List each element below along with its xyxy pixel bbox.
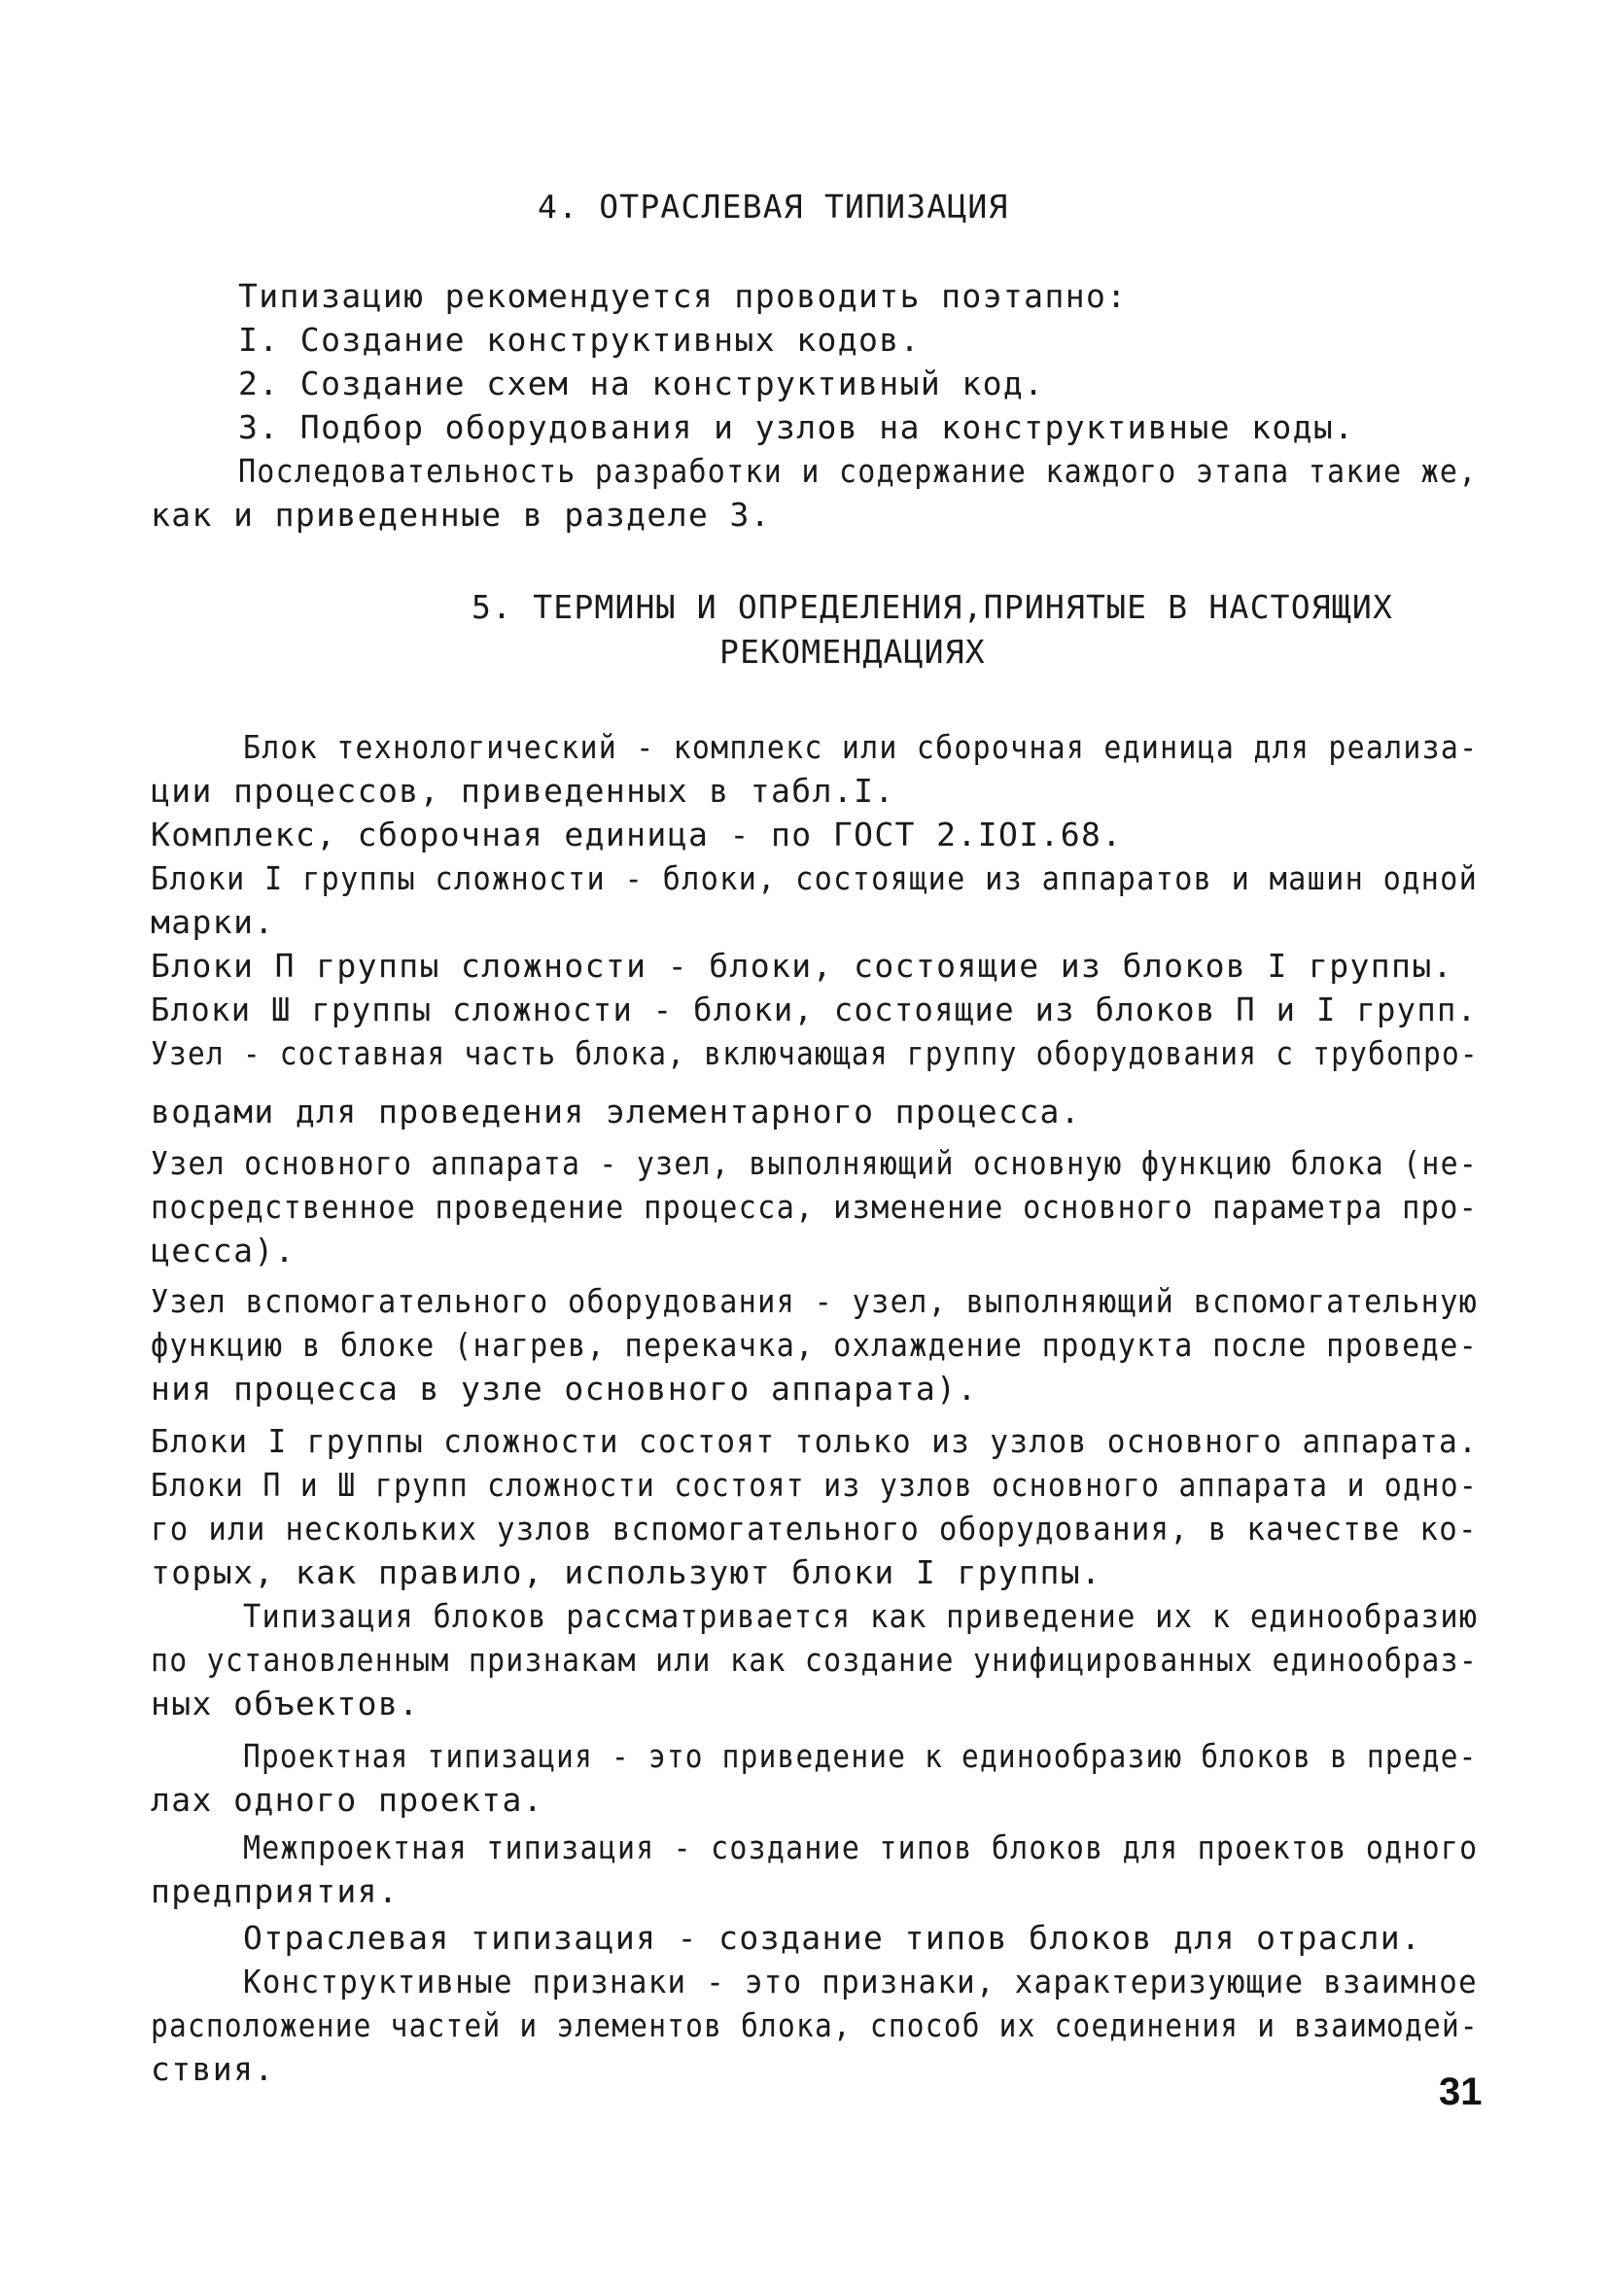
definition-line: Отраслевая типизация - создание типов блоков для отрасли. <box>243 1919 1422 1957</box>
section-5-heading-cont: РЕКОМЕНДАЦИЯХ <box>719 633 986 671</box>
definition-line: Узел вспомогательного оборудования - узел, выполняющий вспомогательную <box>151 1282 1479 1320</box>
definition-line: Межпроектная типизация - создание типов блоков для проектов одного <box>243 1828 1479 1866</box>
section-4-line: Последовательность разработки и содержание каждого этапа такие же, <box>238 452 1478 490</box>
section-4-line: Типизацию рекомендуется проводить поэтапно: <box>238 277 1128 315</box>
definition-line: го или нескольких узлов вспомогательного оборудования, в качестве ко- <box>151 1510 1478 1548</box>
definition-line: Блоки П и Ш групп сложности состоят из узлов основного аппарата и одно- <box>151 1466 1479 1504</box>
definition-line: предприятия. <box>151 1872 400 1910</box>
definition-line: по установленным признакам или как создание унифицированных единообраз- <box>151 1641 1479 1679</box>
section-4-heading: 4. ОТРАСЛЕВАЯ ТИПИЗАЦИЯ <box>538 188 1009 226</box>
definition-line: Комплекс, сборочная единица - по ГОСТ 2.IOI.68. <box>151 816 1123 853</box>
definition-line: лах одного проекта. <box>151 1781 544 1819</box>
definition-line: Блоки I группы сложности - блоки, состоящие из аппаратов и машин одной <box>151 859 1479 897</box>
section-4-line: как и приведенные в разделе 3. <box>151 496 772 534</box>
definition-line: ных объектов. <box>151 1685 420 1722</box>
section-4-line: 3. Подбор оборудования и узлов на конструктивные коды. <box>238 408 1355 446</box>
definition-line: Блок технологический - комплекс или сборочная единица для реализа- <box>243 728 1479 766</box>
definition-line: Узел - составная часть блока, включающая группу оборудования с трубопро- <box>151 1034 1479 1072</box>
definition-line: Блоки Ш группы сложности - блоки, состоящие из блоков П и I групп. <box>151 991 1478 1028</box>
section-5-heading: 5. ТЕРМИНЫ И ОПРЕДЕЛЕНИЯ,ПРИНЯТЫЕ В НАСТОЯЩИХ <box>472 588 1394 626</box>
definition-line: Блоки П группы сложности - блоки, состоящие из блоков I группы. <box>151 947 1453 985</box>
definition-line: Конструктивные признаки - это признаки, характеризующие взаимное <box>243 1963 1478 2000</box>
definition-line: торых, как правило, используют блоки I группы. <box>151 1553 1102 1591</box>
definition-line: Блоки I группы сложности состоят только из узлов основного аппарата. <box>151 1422 1479 1460</box>
definition-line: функцию в блоке (нагрев, перекачка, охлаждение продукта после проведе- <box>151 1326 1479 1364</box>
definition-line: ции процессов, приведенных в табл.I. <box>151 772 895 810</box>
definition-line: ствия. <box>151 2050 275 2088</box>
definition-line: посредственное проведение процесса, изменение основного параметра про- <box>151 1188 1479 1226</box>
section-4-line: 2. Создание схем на конструктивный код. <box>238 365 1045 402</box>
page-number: 31 <box>1439 2070 1483 2113</box>
definition-line: ния процесса в узле основного аппарата). <box>151 1370 978 1408</box>
definition-line: Типизация блоков рассматривается как приведение их к единообразию <box>243 1597 1479 1635</box>
definition-line: Узел основного аппарата - узел, выполняющий основную функцию блока (не- <box>151 1144 1479 1182</box>
definition-line: марки. <box>151 903 275 941</box>
section-4-line: I. Создание конструктивных кодов. <box>238 321 921 359</box>
definition-line: Проектная типизация - это приведение к единообразию блоков в преде- <box>243 1737 1478 1775</box>
definition-line: цесса). <box>151 1232 296 1270</box>
definition-line: расположение частей и элементов блока, способ их соединения и взаимодей- <box>151 2006 1479 2044</box>
definition-line: водами для проведения элементарного процесса. <box>151 1093 1082 1131</box>
